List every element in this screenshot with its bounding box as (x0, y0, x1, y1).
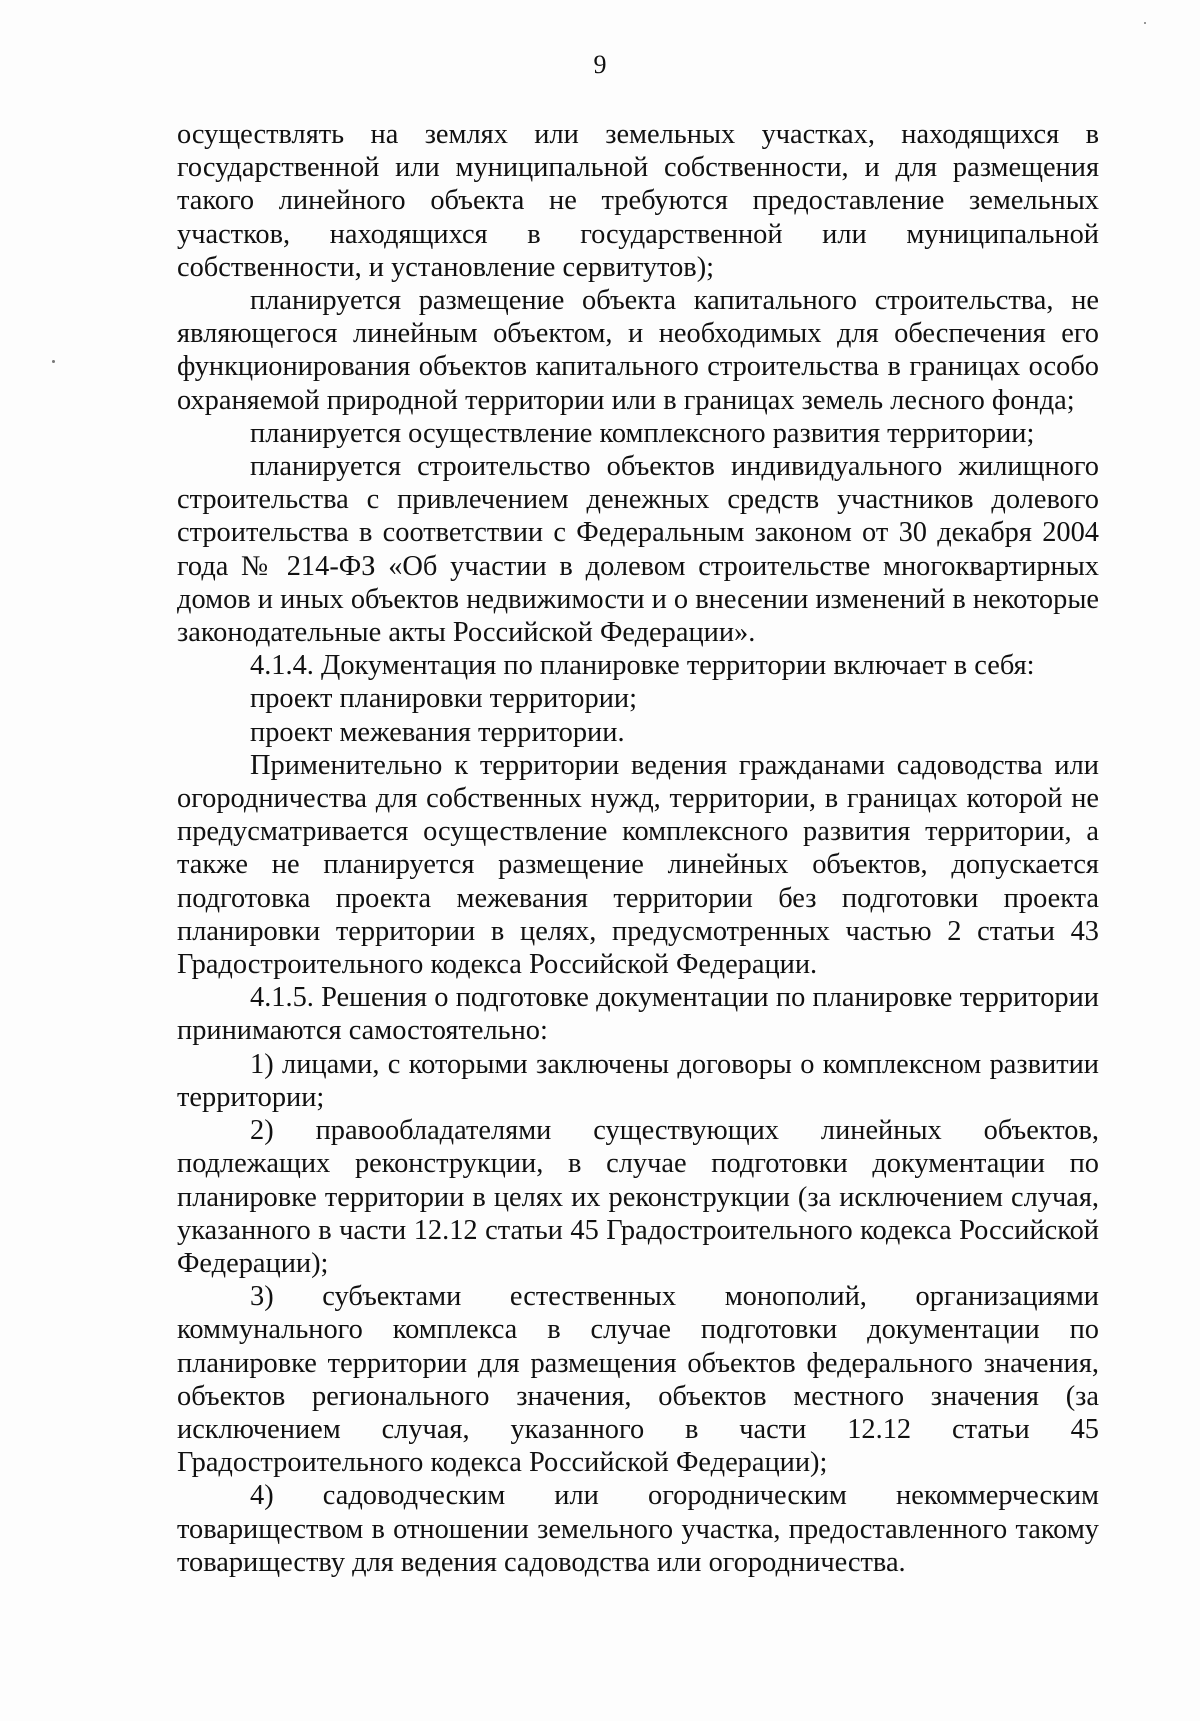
document-body (177, 118, 1099, 1579)
paragraph-housing-construction: планируется строительство объектов индивидуального жилищного строительства с привлечением денежных средств участников долевого строительства в соответствии с Федеральным законом от 30 декабря 2004 года № 214-ФЗ «Об участии в долевом строительстве многоквартирных домов и иных объектов недвижимости и о внесении изменений в некоторые законодательные акты Российской Федерации». (177, 451, 1099, 649)
scan-speck (1144, 22, 1146, 24)
paragraph-gardening-territory: Применительно к территории ведения гражданами садоводства или огородничества для собственных нужд, территории, в границах которой не предусматривается осуществление комплексного развития территории, а также не планируется размещение линейных объектов, допускается подготовка проекта межевания территории без подготовки проекта планировки территории в целях, предусмотренных частью 2 статьи 43 Градостроительного кодекса Российской Федерации. (177, 749, 1099, 981)
list-item-1: 1) лицами, с которыми заключены договоры о комплексном развитии территории; (177, 1048, 1099, 1113)
paragraph-capital-construction: планируется размещение объекта капитального строительства, не являющегося линейным объектом, и необходимых для обеспечения его функционирования объектов капитального строительства в границах особо охраняемой природной территории или в границах земель лесного фонда; (177, 285, 1099, 416)
paragraph-complex-development: планируется осуществление комплексного развития территории; (250, 417, 1035, 449)
paragraph-planning-project: проект планировки территории; (250, 683, 637, 715)
paragraph-4-1-4: 4.1.4. Документация по планировке территории включает в себя: (250, 650, 1035, 682)
paragraph-4-1-5: 4.1.5. Решения о подготовке документации по планировке территории принимаются самостоятельно: (177, 982, 1099, 1047)
list-item-2: 2) правообладателями существующих линейных объектов, подлежащих реконструкции, в случае подготовки документации по планировке территории в целях их реконструкции (за исключением случая, указанного в части 12.12 статьи 45 Градостроительного кодекса Российской Федерации); (177, 1115, 1099, 1279)
paragraph-continuation: осуществлять на землях или земельных участках, находящихся в государственной или муниципальной собственности, и для размещения такого линейного объекта не требуются предоставление земельных участков, находящихся в государственной или муниципальной собственности, и установление сервитутов); (177, 119, 1099, 283)
page-number: 9 (593, 50, 607, 79)
paragraph-surveying-project: проект межевания территории. (250, 716, 625, 748)
list-item-4: 4) садоводческим или огородническим некоммерческим товариществом в отношении земельного участка, предоставленного такому товариществу для ведения садоводства или огородничества. (177, 1480, 1099, 1578)
scan-speck (52, 360, 55, 363)
list-item-3: 3) субъектами естественных монополий, организациями коммунального комплекса в случае подготовки документации по планировке территории для размещения объектов федерального значения, объектов регионального значения, объектов местного значения (за исключением случая, указанного в части 12.12 статьи 45 Градостроительного кодекса Российской Федерации); (177, 1281, 1099, 1479)
